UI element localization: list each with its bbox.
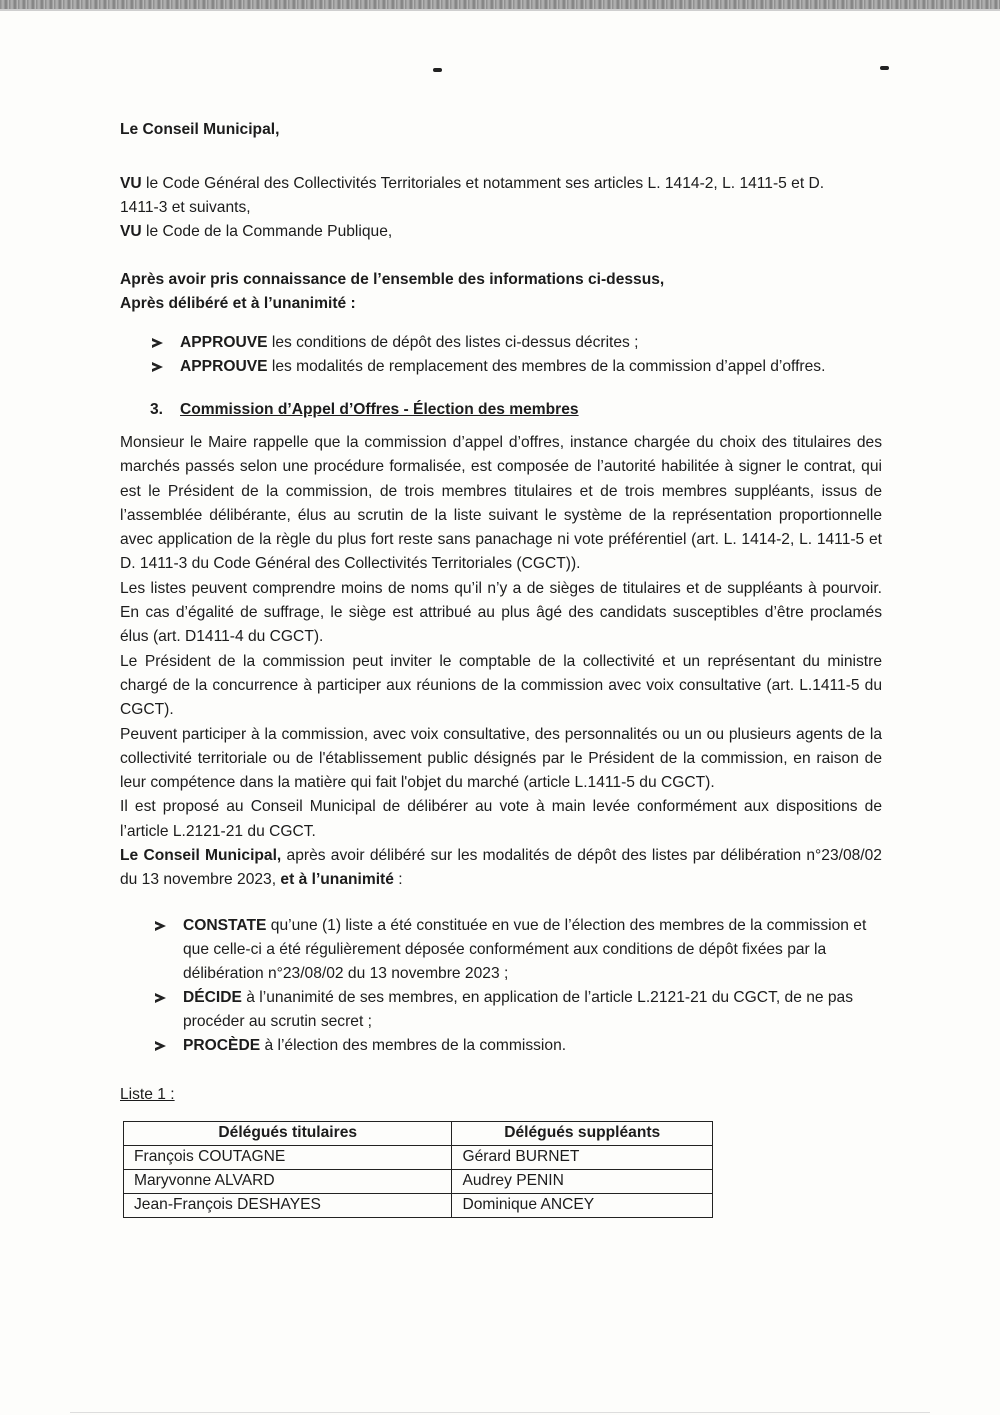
suppleant-cell: Audrey PENIN [452, 1169, 713, 1193]
table-row [124, 1169, 713, 1193]
decision-item: APPROUVE les modalités de remplacement des membres de la commission d’appel d’offres. [152, 355, 882, 379]
scan-speck [433, 68, 442, 72]
vu-code-general: VU le Code Général des Collectivités Territoriales et notamment ses articles L. 1414-2, L. 1411-5 et D. [120, 175, 825, 192]
conseil-paragraph: Le Conseil Municipal, après avoir délibéré sur les modalités de dépôt des listes par délibération n°23/08/02 du 13 novembre 2023, et à l’unanimité : [120, 847, 882, 889]
arrow-bullet-icon [152, 362, 163, 372]
paragraph: Les listes peuvent comprendre moins de noms qu’il n’y a de sièges de titulaires et de suppléants à pourvoir. En cas d’égalité de suffrage, le siège est attribué au plus âgé des candidats susceptibles d’être proclamés élus (art. D1411-4 du CGCT). [120, 579, 882, 646]
table-row [124, 1145, 713, 1169]
suppleant-cell: Dominique ANCEY [452, 1193, 713, 1217]
decision-item: CONSTATE qu’une (1) liste a été constituée en vue de l’élection des membres de la commission et que celle-ci a été régulièrement déposée conformément aux conditions de dépôt fixées par la délibération n°23/08/02 du 13 novembre 2023 ; [155, 914, 882, 986]
arrow-bullet-icon [155, 1041, 166, 1051]
decision-item: PROCÈDE à l’élection des membres de la commission. [155, 1034, 882, 1058]
header-titulaires: Délégués titulaires [124, 1121, 452, 1145]
liste-label: Liste 1 : [120, 1085, 175, 1103]
scan-border-bottom [70, 1412, 930, 1413]
decision-list-2 [155, 914, 882, 1058]
decision-item: DÉCIDE à l’unanimité de ses membres, en application de l’article L.2121-21 du CGCT, de ne pas procéder au scrutin secret ; [155, 986, 882, 1034]
arrow-bullet-icon [155, 993, 166, 1003]
scan-border-line [0, 9, 1000, 11]
paragraph: Le Président de la commission peut inviter le comptable de la collectivité et un représentant du ministre chargé de la concurrence à participer aux réunions de la commission avec voix consultative (art. L.1411-5 du CGCT). [120, 652, 882, 719]
intro-heading: Le Conseil Municipal, [120, 121, 280, 138]
arrow-bullet-icon [152, 338, 163, 348]
table-row [124, 1193, 713, 1217]
scan-border-top [0, 0, 1000, 9]
paragraph: Peuvent participer à la commission, avec voix consultative, des personnalités ou un ou plusieurs agents de la collectivité territoriale ou de l'établissement public désignés par le Président de la commission, en raison de leur compétence dans la matière qui fait l'objet du marché (article L.1411-5 du CGCT). [120, 725, 882, 792]
header-suppleants: Délégués suppléants [452, 1121, 713, 1145]
delegues-table [123, 1121, 713, 1218]
arrow-bullet-icon [155, 921, 166, 931]
apres-delibere: Après délibéré et à l’unanimité : [120, 295, 356, 312]
decision-list-1 [152, 331, 882, 379]
vu-code-commande: VU le Code de la Commande Publique, [120, 223, 393, 240]
section-number: 3. [150, 401, 164, 418]
titulaire-cell: Jean-François DESHAYES [124, 1193, 452, 1217]
suppleant-cell: Gérard BURNET [452, 1145, 713, 1169]
apres-connaissance: Après avoir pris connaissance de l’ensemble des informations ci-dessus, [120, 271, 665, 288]
document-body [120, 118, 882, 1218]
section-heading [150, 398, 882, 422]
scan-speck [880, 66, 889, 70]
section-body [120, 431, 882, 893]
titulaire-cell: François COUTAGNE [124, 1145, 452, 1169]
section-title: Commission d’Appel d’Offres - Élection des membres [180, 401, 579, 418]
table-header-row [124, 1121, 713, 1145]
titulaire-cell: Maryvonne ALVARD [124, 1169, 452, 1193]
decision-item: APPROUVE les conditions de dépôt des listes ci-dessus décrites ; [152, 331, 882, 355]
paragraph: Monsieur le Maire rappelle que la commission d’appel d’offres, instance chargée du choix des titulaires des marchés passés selon une procédure formalisée, est composée de l’autorité habilitée à signer le contrat, qui est le Président de la commission, de trois membres titulaires et de trois membres suppléants, issus de l’assemblée délibérante, élus au scrutin de la liste suivant le système de la représentation proportionnelle avec application de la règle du plus fort reste sans panachage ni vote préférentiel (art. L. 1414-2, L. 1411-5 et D. 1411-3 du Code Général des Collectivités Territoriales (CGCT)). [120, 434, 882, 573]
vu-code-general-cont: 1411-3 et suivants, [120, 199, 251, 216]
paragraph: Il est proposé au Conseil Municipal de délibérer au vote à main levée conformément aux dispositions de l’article L.2121-21 du CGCT. [120, 798, 882, 840]
